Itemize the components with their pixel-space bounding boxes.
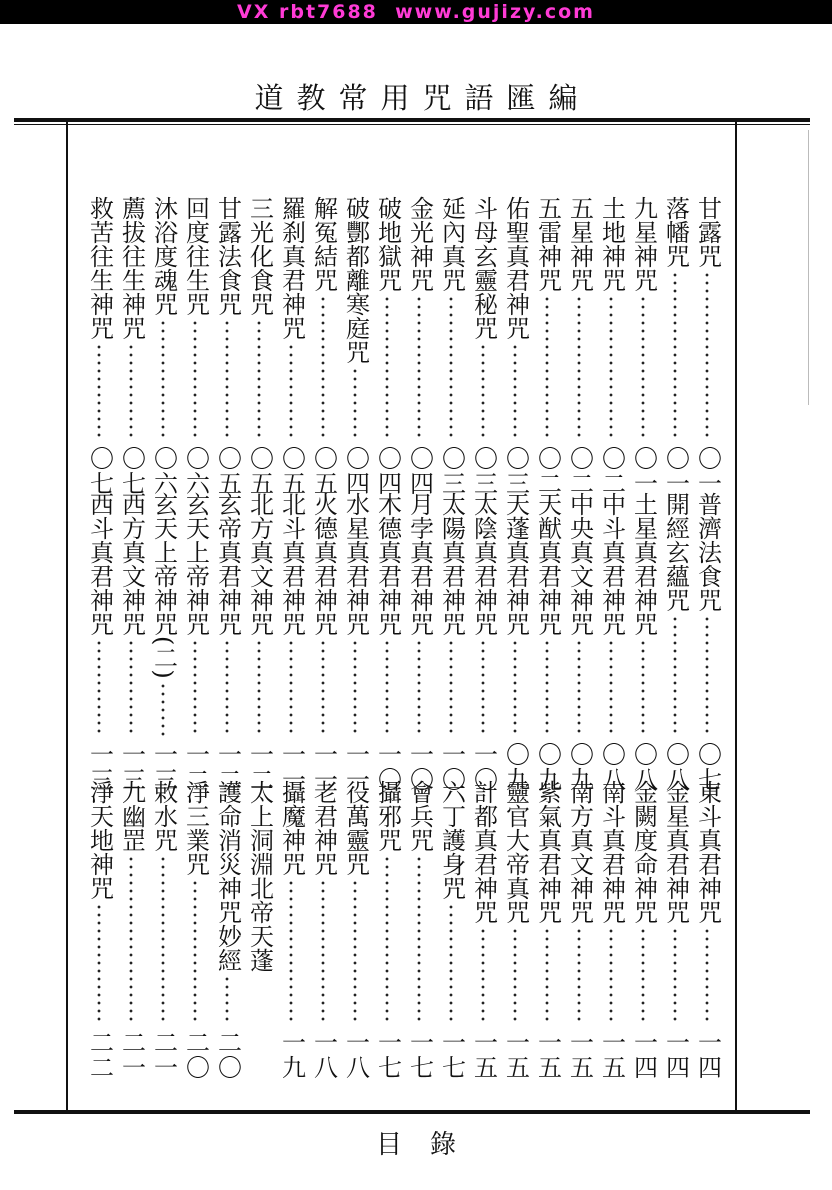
toc-leader-dots <box>480 927 486 1025</box>
toc-entry-page: 一三 <box>149 742 178 792</box>
toc-entry <box>692 196 722 496</box>
toc-entry-title: 玄帝真君神咒 <box>213 492 242 636</box>
toc-entry-page: 〇五 <box>213 446 242 496</box>
toc-entry-title: 老君神咒 <box>309 780 338 876</box>
toc-entry-page: 〇五 <box>277 446 306 496</box>
toc-entry-page: 一七 <box>437 1030 466 1080</box>
toc-entry <box>276 196 306 496</box>
toc-entry <box>116 492 146 792</box>
toc-entry <box>244 780 274 1080</box>
toc-entry-page: 二一 <box>117 1030 146 1080</box>
toc-leader-dots <box>640 639 646 737</box>
toc-entry-page: 一四 <box>693 1030 722 1080</box>
toc-entry-title: 木德真君神咒 <box>373 492 402 636</box>
table-of-contents <box>68 122 735 1110</box>
toc-leader-dots <box>288 639 294 737</box>
toc-entry <box>628 492 658 792</box>
toc-entry-title: 會兵咒 <box>405 780 434 852</box>
toc-entry-title: 攝魔神咒 <box>277 780 306 876</box>
toc-leader-dots <box>160 319 166 441</box>
toc-leader-dots <box>576 639 582 737</box>
toc-entry-page: 一二 <box>181 742 210 792</box>
toc-entry-page: 一五 <box>533 1030 562 1080</box>
toc-entry-title: 金星真君神咒 <box>661 780 690 924</box>
toc-entry <box>628 780 658 1080</box>
toc-leader-dots <box>96 639 102 737</box>
toc-leader-dots <box>608 927 614 1025</box>
toc-leader-dots <box>288 879 294 1025</box>
toc-entry-page: 一五 <box>469 1030 498 1080</box>
watermark-text: VX rbt7688 www.gujizy.com <box>237 1 595 23</box>
toc-entry-page: 〇二 <box>597 446 626 496</box>
toc-entry-page: 一〇 <box>405 742 434 792</box>
toc-leader-dots <box>160 855 166 1025</box>
toc-leader-dots <box>416 295 422 441</box>
toc-entry <box>468 492 498 792</box>
toc-leader-dots <box>352 879 358 1025</box>
toc-entry <box>596 492 626 792</box>
toc-leader-dots <box>512 927 518 1025</box>
toc-leader-dots <box>544 295 550 441</box>
toc-leader-dots <box>320 295 326 441</box>
toc-entry-page: 一一 <box>309 742 338 792</box>
toc-leader-dots <box>672 271 678 441</box>
toc-entry-page: 一九 <box>277 1030 306 1080</box>
toc-entry <box>244 492 274 792</box>
toc-entry <box>596 780 626 1080</box>
toc-entry-page: 一七 <box>373 1030 402 1080</box>
toc-entry <box>276 492 306 792</box>
toc-leader-dots <box>672 927 678 1025</box>
toc-entry <box>84 196 114 496</box>
bottom-rule-thick <box>14 1110 810 1114</box>
toc-entry <box>212 492 242 792</box>
toc-entry-title: 南斗真君神咒 <box>597 780 626 924</box>
toc-entry <box>308 196 338 496</box>
toc-entry-title: 土地神咒 <box>597 196 626 292</box>
toc-entry-title: 天蓬真君神咒 <box>501 492 530 636</box>
toc-entry <box>660 492 690 792</box>
toc-entry-title: 太陰真君神咒 <box>469 492 498 636</box>
toc-entry <box>564 492 594 792</box>
toc-leader-dots <box>224 319 230 441</box>
toc-entry <box>244 196 274 496</box>
toc-leader-dots <box>224 639 230 737</box>
toc-entry-page: 一〇 <box>373 742 402 792</box>
toc-leader-dots <box>256 639 262 737</box>
toc-leader-dots <box>608 639 614 737</box>
toc-entry <box>180 196 210 496</box>
toc-entry-title: 破酆都離寒庭咒 <box>341 196 370 364</box>
toc-entry-title: 北方真文神咒 <box>245 492 274 636</box>
toc-entry-title: 六丁護身咒 <box>437 780 466 900</box>
toc-leader-dots <box>672 615 678 737</box>
toc-leader-dots <box>704 615 710 737</box>
toc-entry <box>468 196 498 496</box>
toc-entry-title: 沐浴度魂咒 <box>149 196 178 316</box>
toc-entry-page: 〇七 <box>85 446 114 496</box>
toc-leader-dots <box>128 855 134 1025</box>
toc-leader-dots <box>128 639 134 737</box>
toc-entry-page: 〇三 <box>469 446 498 496</box>
toc-entry <box>308 780 338 1080</box>
toc-entry-page: 〇三 <box>437 446 466 496</box>
toc-entry <box>276 780 306 1080</box>
toc-entry-title: 玄天上帝神咒 <box>181 492 210 636</box>
toc-entry-page: 一〇 <box>469 742 498 792</box>
watermark-bar <box>0 0 832 24</box>
toc-entry-title: 天猷真君神咒 <box>533 492 562 636</box>
toc-leader-dots <box>512 639 518 737</box>
toc-leader-dots <box>512 343 518 441</box>
toc-entry <box>84 780 114 1080</box>
toc-entry-title: 破地獄咒 <box>373 196 402 292</box>
toc-entry-page: 一四 <box>629 1030 658 1080</box>
toc-entry-page: 一八 <box>309 1030 338 1080</box>
toc-leader-dots <box>480 639 486 737</box>
toc-entry-page: 一二 <box>245 742 274 792</box>
toc-entry <box>692 780 722 1080</box>
toc-entry-page: 一五 <box>565 1030 594 1080</box>
toc-entry-title: 九幽罡 <box>117 780 146 852</box>
toc-entry <box>308 492 338 792</box>
toc-entry-title: 東斗真君神咒 <box>693 780 722 924</box>
toc-entry <box>500 196 530 496</box>
toc-entry <box>564 196 594 496</box>
toc-leader-dots <box>96 903 102 1025</box>
toc-entry-page: 一八 <box>341 1030 370 1080</box>
toc-leader-dots <box>416 639 422 737</box>
page-title: 道教常用咒語匯編 <box>254 81 591 115</box>
toc-entry-title: 五星神咒 <box>565 196 594 292</box>
toc-leader-dots <box>448 639 454 737</box>
toc-entry-page: 〇八 <box>661 742 690 792</box>
toc-entry <box>532 196 562 496</box>
toc-entry <box>532 492 562 792</box>
toc-entry-page: 〇二 <box>533 446 562 496</box>
toc-entry-title: 救苦往生神咒 <box>85 196 114 340</box>
toc-leader-dots <box>544 639 550 737</box>
toc-entry <box>84 492 114 792</box>
toc-entry <box>340 780 370 1080</box>
toc-entry-page: 二〇 <box>181 1030 210 1080</box>
toc-entry-title: 太陽真君神咒 <box>437 492 466 636</box>
toc-entry-title: 延內真咒 <box>437 196 466 292</box>
toc-entry <box>692 492 722 792</box>
toc-entry <box>212 780 242 1080</box>
toc-entry-title: 紫氣真君神咒 <box>533 780 562 924</box>
toc-entry-page: 〇七 <box>117 446 146 496</box>
toc-entry-page: 〇九 <box>533 742 562 792</box>
toc-entry <box>116 780 146 1080</box>
toc-entry <box>660 196 690 496</box>
toc-entry-title: 三光化食咒 <box>245 196 274 316</box>
toc-entry-title: 靈官大帝真咒 <box>501 780 530 924</box>
toc-leader-dots <box>384 295 390 441</box>
toc-leader-dots <box>160 682 166 737</box>
toc-entry-title: 淨三業咒 <box>181 780 210 876</box>
toc-entry <box>500 780 530 1080</box>
toc-entry-page: 一三 <box>117 742 146 792</box>
toc-entry-page: 〇九 <box>565 742 594 792</box>
toc-leader-dots <box>256 319 262 441</box>
toc-leader-dots <box>480 343 486 441</box>
toc-entry-title: 西斗真君神咒 <box>85 492 114 636</box>
toc-entry-title: 西方真文神咒 <box>117 492 146 636</box>
toc-leader-dots <box>352 639 358 737</box>
toc-leader-dots <box>288 343 294 441</box>
toc-entry <box>180 492 210 792</box>
toc-leader-dots <box>704 271 710 441</box>
toc-entry-page: 〇五 <box>309 446 338 496</box>
toc-entry <box>372 492 402 792</box>
toc-entry <box>436 780 466 1080</box>
toc-entry-page: 〇四 <box>341 446 370 496</box>
toc-entry-page: 一一 <box>277 742 306 792</box>
toc-entry <box>596 196 626 496</box>
toc-entry-title: 五雷神咒 <box>533 196 562 292</box>
toc-entry-title: 開經玄蘊咒 <box>661 492 690 612</box>
toc-leader-dots <box>192 879 198 1025</box>
toc-entry <box>468 780 498 1080</box>
toc-leader-dots <box>576 927 582 1025</box>
toc-entry-page: 〇四 <box>405 446 434 496</box>
toc-entry <box>148 492 178 792</box>
margin-mark <box>808 130 809 405</box>
toc-entry-page: 〇二 <box>565 446 594 496</box>
toc-entry <box>436 196 466 496</box>
toc-entry-title: 太上洞淵北帝天蓬 <box>245 780 274 972</box>
toc-entry-page: 〇一 <box>693 446 722 496</box>
toc-entry-title: 南方真文神咒 <box>565 780 594 924</box>
toc-entry-page: 一五 <box>597 1030 626 1080</box>
toc-entry-title: 佑聖真君神咒 <box>501 196 530 340</box>
toc-entry-page: 一二 <box>213 742 242 792</box>
toc-leader-dots <box>224 975 230 1025</box>
toc-leader-dots <box>640 927 646 1025</box>
toc-entry-page: 二〇 <box>213 1030 242 1080</box>
toc-entry-page: 〇六 <box>149 446 178 496</box>
toc-entry-page: 〇七 <box>693 742 722 792</box>
toc-entry <box>148 196 178 496</box>
toc-entry-title: 甘露法食咒 <box>213 196 242 316</box>
toc-entry-page: 〇五 <box>245 446 274 496</box>
toc-leader-dots <box>640 295 646 441</box>
toc-entry <box>564 780 594 1080</box>
toc-entry-title: 中斗真君神咒 <box>597 492 626 636</box>
toc-entry-title: 護命消災神咒妙經 <box>213 780 242 972</box>
toc-leader-dots <box>192 639 198 737</box>
toc-entry <box>372 780 402 1080</box>
toc-entry-title: 九星神咒 <box>629 196 658 292</box>
toc-entry <box>340 196 370 496</box>
toc-entry <box>436 492 466 792</box>
toc-leader-dots <box>704 927 710 1025</box>
toc-leader-dots <box>384 639 390 737</box>
toc-leader-dots <box>416 855 422 1025</box>
toc-entry-title: 月孛真君神咒 <box>405 492 434 636</box>
toc-entry-page: 一三 <box>85 742 114 792</box>
toc-entry <box>372 196 402 496</box>
toc-entry-title: 攝邪咒 <box>373 780 402 852</box>
toc-entry-page: 〇三 <box>501 446 530 496</box>
toc-leader-dots <box>448 295 454 441</box>
toc-leader-dots <box>384 855 390 1025</box>
toc-entry-page: 〇一 <box>629 446 658 496</box>
toc-entry-title: 淨天地神咒 <box>85 780 114 900</box>
toc-entry-page: 一五 <box>501 1030 530 1080</box>
toc-entry-title: 計都真君神咒 <box>469 780 498 924</box>
toc-entry-page: 〇一 <box>661 446 690 496</box>
toc-entry <box>116 196 146 496</box>
toc-entry <box>212 196 242 496</box>
toc-entry-title: 玄天上帝神咒(二) <box>149 492 178 679</box>
toc-entry-title: 金闕度命神咒 <box>629 780 658 924</box>
toc-entry-title: 落幡咒 <box>661 196 690 268</box>
toc-entry-page: 〇九 <box>501 742 530 792</box>
toc-leader-dots <box>544 927 550 1025</box>
toc-entry-title: 敕水咒 <box>149 780 178 852</box>
toc-leader-dots <box>96 343 102 441</box>
toc-leader-dots <box>320 879 326 1025</box>
toc-entry-title: 金光神咒 <box>405 196 434 292</box>
toc-entry-page: 二二 <box>85 1030 114 1080</box>
toc-entry <box>404 492 434 792</box>
toc-entry <box>500 492 530 792</box>
toc-leader-dots <box>448 903 454 1025</box>
toc-entry <box>660 780 690 1080</box>
toc-entry-page: 一七 <box>405 1030 434 1080</box>
toc-entry-title: 解冤結咒 <box>309 196 338 292</box>
toc-entry-page: 〇四 <box>373 446 402 496</box>
toc-entry-title: 斗母玄靈秘咒 <box>469 196 498 340</box>
toc-entry <box>628 196 658 496</box>
toc-leader-dots <box>192 319 198 441</box>
toc-entry-title: 羅刹真君神咒 <box>277 196 306 340</box>
toc-entry <box>404 196 434 496</box>
toc-entry-page: 一〇 <box>437 742 466 792</box>
toc-entry-title: 水星真君神咒 <box>341 492 370 636</box>
toc-leader-dots <box>128 343 134 441</box>
page-footer: 目錄 <box>375 1130 484 1160</box>
toc-leader-dots <box>608 295 614 441</box>
toc-leader-dots <box>576 295 582 441</box>
toc-leader-dots <box>352 367 358 441</box>
toc-entry-page: 二一 <box>149 1030 178 1080</box>
toc-entry <box>180 780 210 1080</box>
toc-entry-page: 〇八 <box>629 742 658 792</box>
toc-entry-page: 一四 <box>661 1030 690 1080</box>
toc-entry-title: 中央真文神咒 <box>565 492 594 636</box>
toc-entry-page: 一一 <box>341 742 370 792</box>
right-border-line <box>735 122 737 1110</box>
toc-entry-title: 普濟法食咒 <box>693 492 722 612</box>
toc-entry-title: 土星真君神咒 <box>629 492 658 636</box>
toc-entry-title: 役萬靈咒 <box>341 780 370 876</box>
toc-entry-page: 〇六 <box>181 446 210 496</box>
toc-entry <box>148 780 178 1080</box>
toc-entry-title: 薦拔往生神咒 <box>117 196 146 340</box>
toc-entry-title: 火德真君神咒 <box>309 492 338 636</box>
toc-entry-page: 〇八 <box>597 742 626 792</box>
toc-entry <box>404 780 434 1080</box>
toc-entry-title: 甘露咒 <box>693 196 722 268</box>
toc-entry <box>532 780 562 1080</box>
toc-entry-title: 北斗真君神咒 <box>277 492 306 636</box>
toc-entry <box>340 492 370 792</box>
toc-entry-title: 回度往生咒 <box>181 196 210 316</box>
toc-leader-dots <box>320 639 326 737</box>
